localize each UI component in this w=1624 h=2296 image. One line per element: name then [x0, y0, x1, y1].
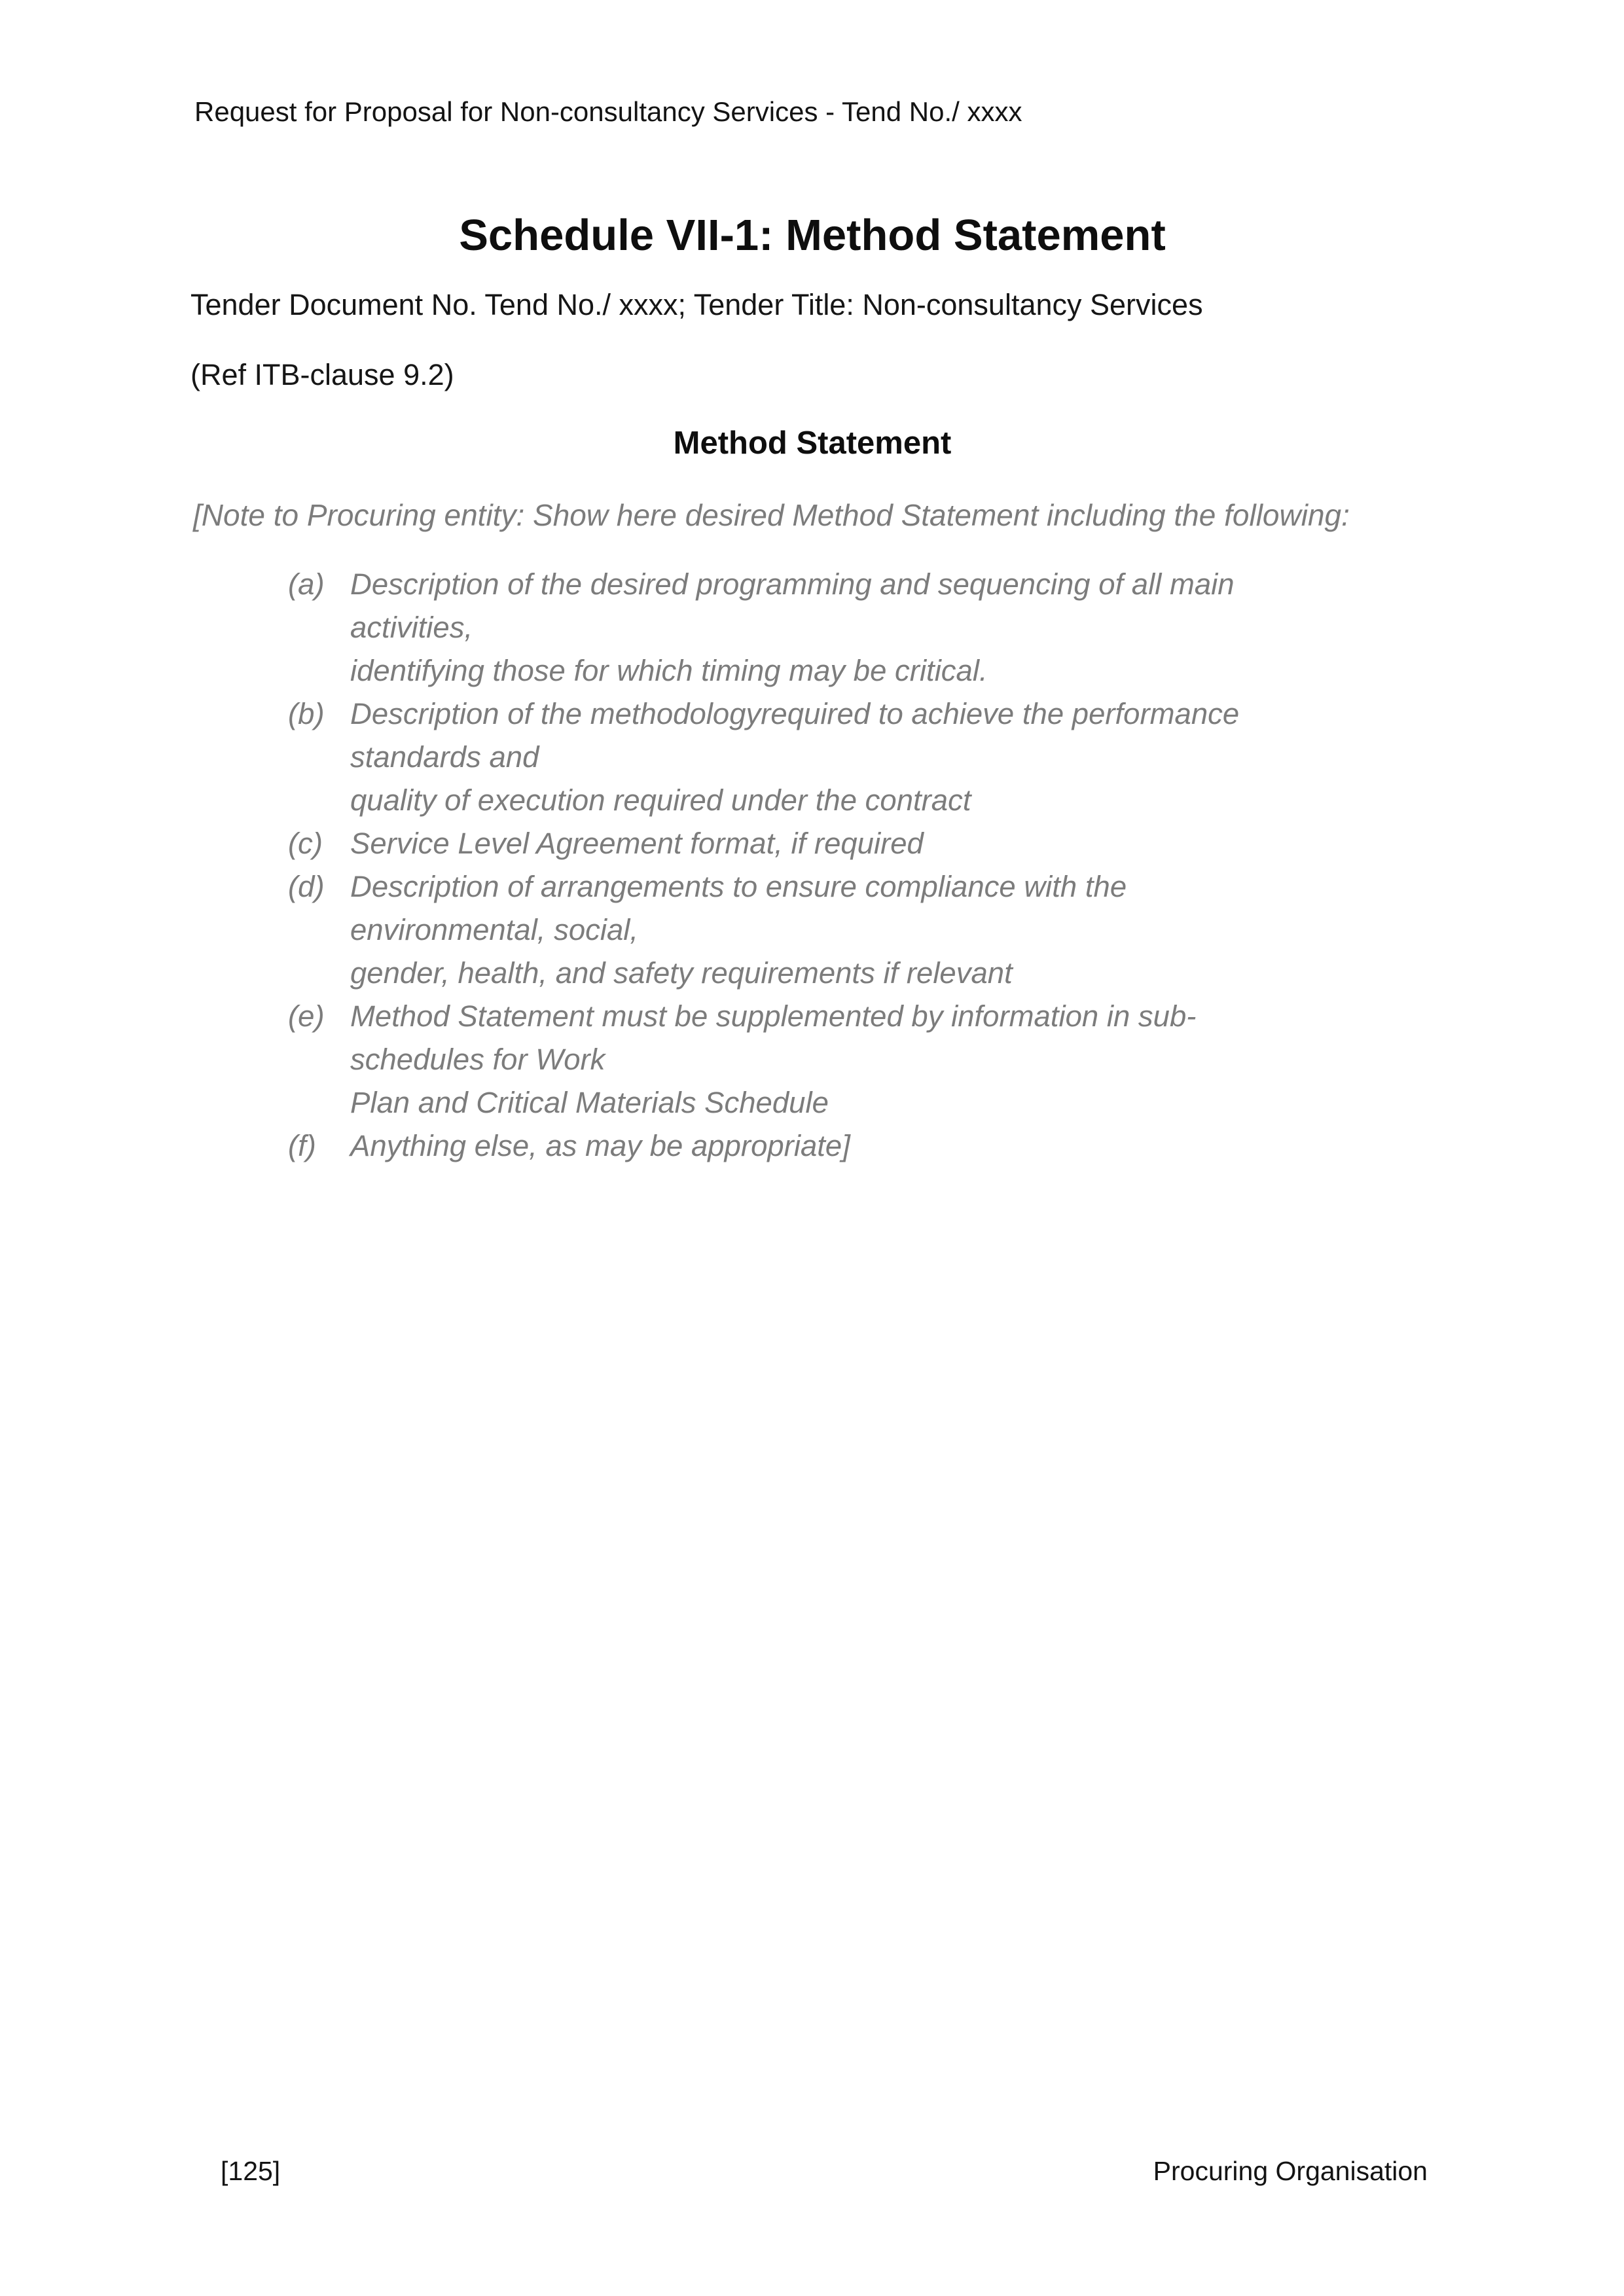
list-item-line: Service Level Agreement format, if required: [350, 827, 924, 860]
page-title: Schedule VII-1: Method Statement: [459, 211, 1166, 260]
section-heading: Method Statement: [673, 425, 952, 461]
list-item: [193, 822, 1280, 865]
list-item-line: quality of execution required under the contract: [350, 783, 971, 817]
list-item-marker: (b): [288, 697, 325, 730]
list-item-marker: (d): [288, 870, 325, 903]
list-item-line: identifying those for which timing may be critical.: [350, 654, 988, 687]
note-item-list: [193, 563, 1280, 1168]
list-item: [193, 692, 1280, 822]
list-item: [193, 865, 1280, 995]
list-item-marker: (f): [288, 1129, 316, 1162]
list-item: [193, 563, 1280, 692]
procuring-entity-note-intro: [Note to Procuring entity: Show here desired Method Statement including the following:: [193, 498, 1350, 532]
list-item-line: Description of the methodologyrequired to achieve the performance standards and: [350, 697, 1240, 774]
footer-page-number: [125]: [221, 2156, 281, 2186]
list-item-marker: (c): [288, 827, 323, 860]
tender-document-line: Tender Document No. Tend No./ xxxx; Tender Title: Non-consultancy Services: [190, 288, 1203, 321]
list-item-line: Description of the desired programming and sequencing of all main activities,: [350, 567, 1235, 644]
list-item-line: Anything else, as may be appropriate]: [350, 1129, 850, 1162]
list-item-marker: (a): [288, 567, 325, 601]
itb-clause-reference: (Ref ITB-clause 9.2): [190, 358, 454, 391]
list-item-line: Description of arrangements to ensure compliance with the environmental, social,: [350, 870, 1127, 946]
list-item-marker: (e): [288, 999, 325, 1033]
list-item: [193, 995, 1280, 1124]
footer-organisation: Procuring Organisation: [1153, 2156, 1428, 2186]
list-item-line: Plan and Critical Materials Schedule: [350, 1086, 829, 1119]
list-item-line: gender, health, and safety requirements if relevant: [350, 956, 1013, 990]
running-header: Request for Proposal for Non-consultancy Services - Tend No./ xxxx: [194, 96, 1022, 127]
list-item-line: Method Statement must be supplemented by information in sub-schedules for Work: [350, 999, 1197, 1076]
list-item: [193, 1124, 1280, 1168]
